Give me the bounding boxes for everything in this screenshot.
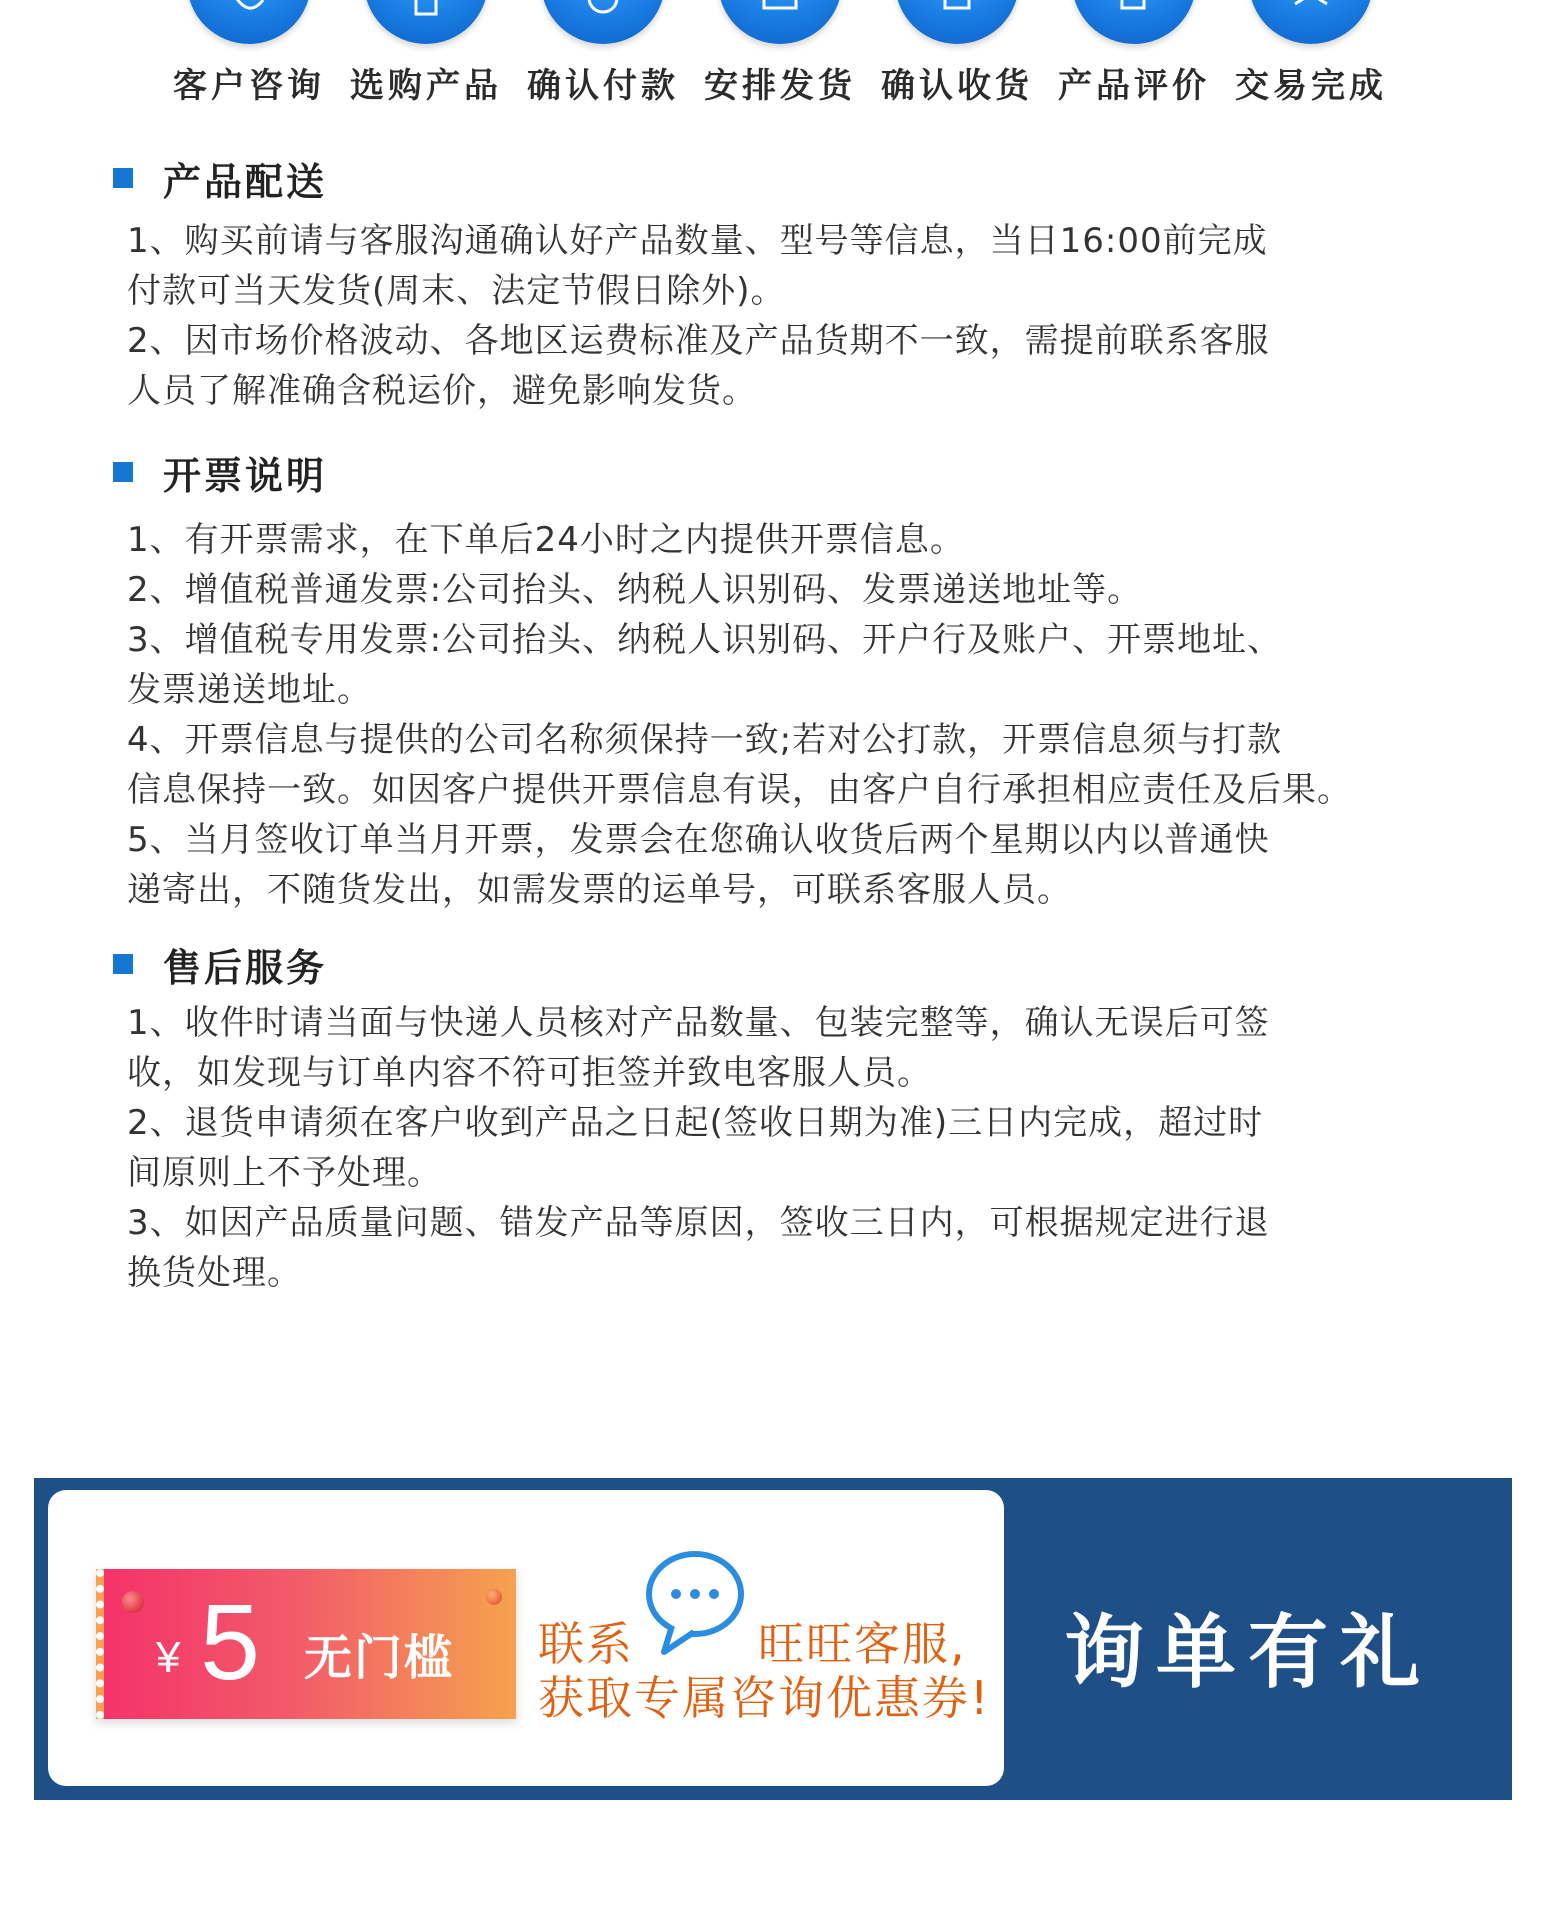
invoice-body [127,515,1527,915]
phone-icon [187,0,311,44]
decor-ball-icon [486,1589,502,1605]
chat-bubble-icon[interactable] [642,1548,748,1658]
heading-square-icon [113,168,133,188]
step-label-payment: 确认付款 [527,66,679,106]
coupon-text: 无门槛 [304,1630,455,1686]
invoice-line-5: 5、当月签收订单当月开票，发票会在您确认收货后两个星期以内以普通快 递寄出，不随货发出，如需发票的运单号，可联系客服人员。 [127,820,1270,910]
delivery-body [127,216,1527,416]
truck-icon [718,0,842,44]
cart-icon [364,0,488,44]
invoice-line-1: 1、有开票需求，在下单后24小时之内提供开票信息。 [127,520,965,560]
after-sales-heading [113,944,328,990]
coupon-currency: ¥ [156,1633,181,1682]
coupon-ticket[interactable] [96,1569,516,1719]
invoice-title: 开票说明 [163,453,328,498]
step-label-select: 选购产品 [350,66,502,106]
heading-square-icon [113,462,133,482]
delivery-line-1: 1、购买前请与客服沟通确认好产品数量、型号等信息，当日16:00前完成 付款可当天发货(周末、法定节假日除外)。 [127,221,1268,311]
invoice-line-4: 4、开票信息与提供的公司名称须保持一致;若对公打款，开票信息须与打款 信息保持一致。如因客户提供开票信息有误，由客户自行承担相应责任及后果。 [127,720,1352,810]
delivery-title: 产品配送 [163,159,328,204]
contact-text-line2: 获取专属咨询优惠券! [538,1671,991,1725]
after-sales-body [127,998,1527,1298]
decor-ball-icon [122,1591,144,1613]
contact-text-part2: 旺旺客服, [758,1617,967,1671]
payment-icon [541,0,665,44]
contact-text-part1: 联系 [538,1617,634,1671]
handshake-icon [1249,0,1373,44]
inquiry-gift-text[interactable]: 询单有礼 [1064,1606,1432,1699]
coupon-amount: 5 [200,1581,261,1702]
after-sales-line-1: 1、收件时请当面与快递人员核对产品数量、包装完整等，确认无误后可签 收，如发现与订单内容不符可拒签并致电客服人员。 [127,1003,1270,1093]
invoice-line-2: 2、增值税普通发票:公司抬头、纳税人识别码、发票递送地址等。 [127,570,1143,610]
invoice-heading [113,452,328,498]
heading-square-icon [113,954,133,974]
step-label-review: 产品评价 [1058,66,1210,106]
after-sales-title: 售后服务 [163,945,328,990]
step-label-ship: 安排发货 [704,66,856,106]
delivery-heading [113,158,328,204]
box-icon [895,0,1019,44]
step-label-complete: 交易完成 [1235,66,1387,106]
after-sales-line-3: 3、如因产品质量问题、错发产品等原因，签收三日内，可根据规定进行退 换货处理。 [127,1203,1270,1293]
invoice-line-3: 3、增值税专用发票:公司抬头、纳税人识别码、开户行及账户、开票地址、 发票递送地址。 [127,620,1283,710]
coupon-card[interactable] [48,1490,1004,1786]
step-label-consult: 客户咨询 [173,66,325,106]
thumbs-up-icon [1072,0,1196,44]
step-label-receive: 确认收货 [881,66,1033,106]
inquiry-banner[interactable] [34,1478,1512,1800]
delivery-line-2: 2、因市场价格波动、各地区运费标准及产品货期不一致，需提前联系客服 人员了解准确含税运价，避免影响发货。 [127,321,1270,411]
after-sales-line-2: 2、退货申请须在客户收到产品之日起(签收日期为准)三日内完成，超过时 间原则上不予处理。 [127,1103,1264,1193]
process-steps [0,0,1546,110]
